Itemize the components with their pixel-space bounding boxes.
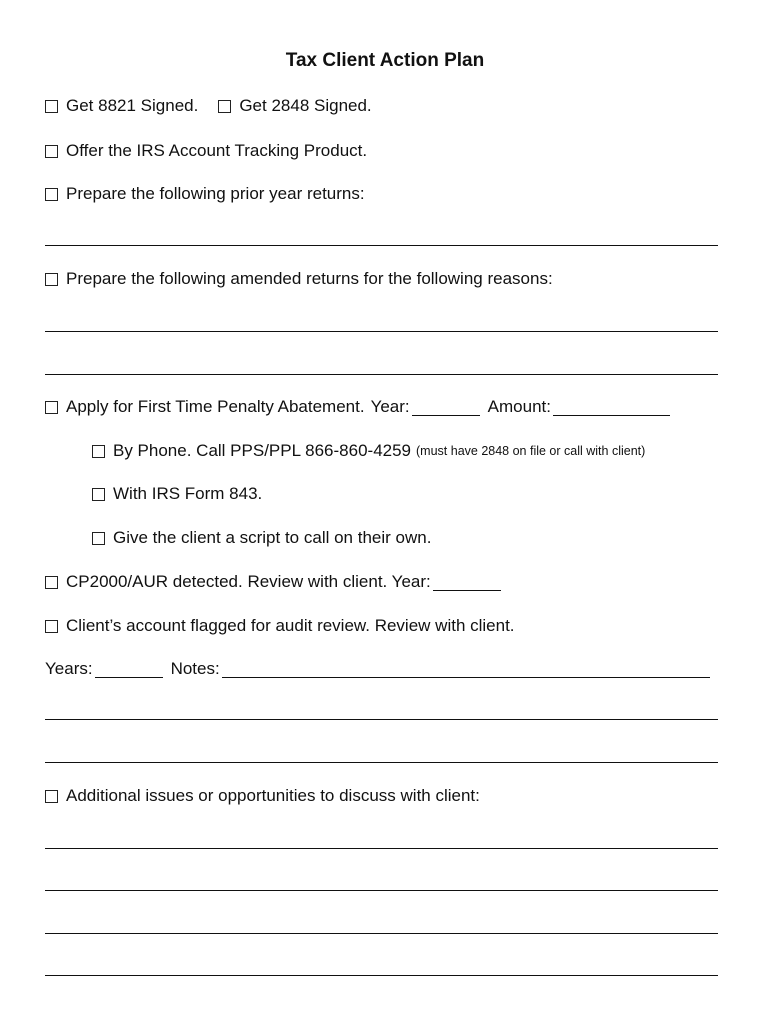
prior-year-checkbox[interactable] (45, 188, 58, 201)
cp2000-row (45, 571, 509, 593)
prior-year-row (45, 183, 365, 205)
amended-checkbox[interactable] (45, 273, 58, 286)
tracking-label: Offer the IRS Account Tracking Product. (66, 141, 368, 160)
cp2000-label: CP2000/AUR detected. Review with client. Year: (66, 572, 431, 591)
additional-blank-line-1[interactable] (45, 848, 718, 849)
fta-row (45, 396, 670, 418)
script-checkbox[interactable] (92, 532, 105, 545)
years-label: Years: (45, 659, 93, 678)
amended-label: Prepare the following amended returns for the following reasons: (66, 269, 553, 288)
page-title: Tax Client Action Plan (285, 50, 485, 71)
signing-row (45, 95, 372, 117)
additional-checkbox[interactable] (45, 790, 58, 803)
audit-label: Client’s account flagged for audit review. Review with client. (66, 616, 515, 635)
form-843-checkbox[interactable] (92, 488, 105, 501)
fta-amount-label: Amount: (487, 397, 551, 416)
cp2000-year-blank[interactable] (433, 574, 501, 591)
additional-blank-line-4[interactable] (45, 975, 718, 976)
fta-label: Apply for First Time Penalty Abatement. (66, 397, 365, 416)
form-843-row (92, 483, 262, 505)
phone-label: By Phone. Call PPS/PPL 866-860-4259 (113, 441, 412, 460)
notes-blank[interactable] (222, 661, 710, 678)
get-8821-label: Get 8821 Signed. (66, 96, 199, 115)
phone-row (92, 440, 645, 462)
get-8821-checkbox[interactable] (45, 100, 58, 113)
tracking-checkbox[interactable] (45, 145, 58, 158)
script-label: Give the client a script to call on their own. (113, 528, 432, 547)
cp2000-checkbox[interactable] (45, 576, 58, 589)
amended-blank-line-1[interactable] (45, 331, 718, 332)
prior-year-label: Prepare the following prior year returns: (66, 184, 365, 203)
phone-checkbox[interactable] (92, 445, 105, 458)
years-blank[interactable] (95, 661, 163, 678)
additional-blank-line-2[interactable] (45, 890, 718, 891)
fta-year-label: Year: (370, 397, 410, 416)
amended-blank-line-2[interactable] (45, 374, 718, 375)
phone-note: (must have 2848 on file or call with client) (416, 444, 646, 458)
get-2848-checkbox[interactable] (218, 100, 231, 113)
prior-year-blank-line[interactable] (45, 245, 718, 246)
additional-label: Additional issues or opportunities to discuss with client: (66, 786, 480, 805)
fta-year-blank[interactable] (412, 399, 480, 416)
additional-blank-line-3[interactable] (45, 933, 718, 934)
audit-checkbox[interactable] (45, 620, 58, 633)
form-843-label: With IRS Form 843. (113, 484, 263, 503)
audit-row (45, 615, 515, 637)
additional-row (45, 785, 480, 807)
notes-blank-line-2[interactable] (45, 762, 718, 763)
get-2848-label: Get 2848 Signed. (239, 96, 372, 115)
fta-amount-blank[interactable] (553, 399, 670, 416)
notes-blank-line-1[interactable] (45, 719, 718, 720)
script-row (92, 527, 431, 549)
amended-row (45, 268, 553, 290)
years-notes-row (45, 658, 710, 680)
fta-checkbox[interactable] (45, 401, 58, 414)
notes-label: Notes: (170, 659, 220, 678)
tracking-row (45, 140, 367, 162)
